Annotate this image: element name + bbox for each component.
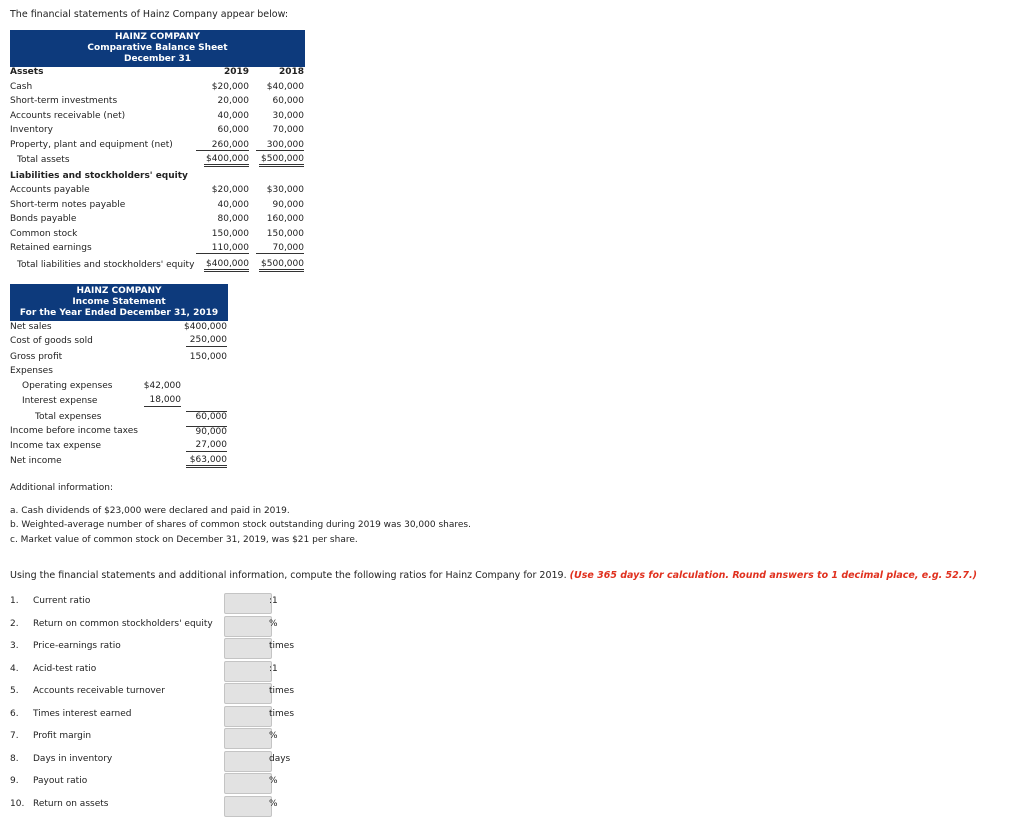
answer-input[interactable] [224,638,272,659]
question-number: 5. [10,686,19,696]
cogs-label: Cost of goods sold [10,336,93,346]
additional-item-a: a. Cash dividends of $23,000 were declared and paid in 2019. [10,506,290,516]
operating-expenses-label: Operating expenses [22,381,113,391]
liability-row-2019: 150,000 [211,229,249,239]
answer-unit: :1 [269,664,278,674]
answer-input[interactable] [224,593,272,614]
year-2018-header: 2018 [278,67,304,77]
is-period: For the Year Ended December 31, 2019 [19,308,219,318]
income-before-tax-value: 90,000 [186,426,227,437]
asset-row-2019: 20,000 [217,96,249,106]
liability-row-2019: $20,000 [211,185,249,195]
answer-input[interactable] [224,706,272,727]
assets-heading: Assets [10,67,44,77]
gross-profit-value: 150,000 [189,352,227,362]
year-2019-header: 2019 [223,67,249,77]
net-sales-value: $400,000 [184,322,227,332]
asset-row-label: Short-term investments [10,96,118,106]
liability-row-2019: 40,000 [217,200,249,210]
liability-row-2018: 90,000 [272,200,304,210]
answer-input[interactable] [224,751,272,772]
net-income-label: Net income [10,456,62,466]
answer-unit: days [269,754,291,764]
asset-row-label: Cash [10,82,33,92]
answer-input[interactable] [224,773,272,794]
question-label: Times interest earned [33,709,132,719]
income-before-tax-label: Income before income taxes [10,426,138,436]
answer-unit: % [269,619,278,629]
answer-unit: % [269,731,278,741]
asset-row-label: Accounts receivable (net) [10,111,126,121]
question-label: Profit margin [33,731,92,741]
is-statement-title: Income Statement [72,297,166,307]
income-statement-header [10,284,228,321]
question-number: 6. [10,709,19,719]
total-liab-label: Total liabilities and stockholders' equity [17,260,195,270]
asset-row-2018: 300,000 [256,140,304,151]
liability-row-2019: 80,000 [217,214,249,224]
question-label: Return on assets [33,799,109,809]
tax-expense-label: Income tax expense [10,441,102,451]
asset-row-2018: 30,000 [272,111,304,121]
question-label: Accounts receivable turnover [33,686,165,696]
bs-date: December 31 [123,54,192,64]
total-liab-2018: $500,000 [259,259,304,272]
additional-item-b: b. Weighted-average number of shares of common stock outstanding during 2019 was 30,000 shares. [10,520,471,530]
answer-input[interactable] [224,616,272,637]
instruction-text: Using the financial statements and additional information, compute the following ratios for Hainz Company for 2019. [10,570,567,581]
asset-row-2019: 260,000 [196,140,249,151]
liability-row-label: Bonds payable [10,214,77,224]
question-number: 9. [10,776,19,786]
liability-row-2018: 150,000 [266,229,304,239]
question-number: 3. [10,641,19,651]
net-sales-label: Net sales [10,322,52,332]
question-number: 2. [10,619,19,629]
question-label: Return on common stockholders' equity [33,619,213,629]
additional-item-c: c. Market value of common stock on December 31, 2019, was $21 per share. [10,535,358,545]
liability-row-label: Short-term notes payable [10,200,126,210]
total-liab-2019: $400,000 [204,259,249,272]
additional-heading: Additional information: [10,483,114,493]
question-label: Current ratio [33,596,91,606]
liability-row-label: Retained earnings [10,243,92,253]
total-assets-label: Total assets [17,155,70,165]
liability-row-label: Accounts payable [10,185,90,195]
liability-row-2018: 160,000 [266,214,304,224]
instruction-note: (Use 365 days for calculation. Round answers to 1 decimal place, e.g. 52.7.) [569,570,977,581]
interest-expense-label: Interest expense [22,396,98,406]
question-label: Acid-test ratio [33,664,97,674]
total-expenses-value: 60,000 [186,411,227,422]
asset-row-2019: 60,000 [217,125,249,135]
liabilities-heading: Liabilities and stockholders' equity [10,171,188,181]
liability-row-2018: $30,000 [266,185,304,195]
total-expenses-label: Total expenses [35,412,102,422]
asset-row-2018: $40,000 [266,82,304,92]
answer-unit: :1 [269,596,278,606]
question-label: Payout ratio [33,776,88,786]
question-number: 1. [10,596,19,606]
answer-input[interactable] [224,728,272,749]
asset-row-2019: 40,000 [217,111,249,121]
answer-unit: times [269,709,295,719]
answer-unit: times [269,641,295,651]
asset-row-2018: 60,000 [272,96,304,106]
question-label: Days in inventory [33,754,113,764]
total-assets-2019: $400,000 [204,154,249,167]
asset-row-label: Property, plant and equipment (net) [10,140,173,150]
answer-input[interactable] [224,661,272,682]
answer-input[interactable] [224,683,272,704]
asset-row-label: Inventory [10,125,53,135]
question-label: Price-earnings ratio [33,641,121,651]
bs-statement-title: Comparative Balance Sheet [87,43,228,53]
liability-row-2019: 110,000 [196,243,249,254]
bs-company-name: HAINZ COMPANY [114,32,201,42]
operating-expenses-value: $42,000 [143,381,181,391]
total-assets-2018: $500,000 [259,154,304,167]
expenses-heading: Expenses [10,366,53,376]
answer-unit: % [269,776,278,786]
is-company-name: HAINZ COMPANY [76,286,162,296]
question-number: 10. [10,799,25,809]
cogs-value: 250,000 [186,335,227,347]
answer-input[interactable] [224,796,272,817]
question-number: 8. [10,754,19,764]
question-number: 7. [10,731,19,741]
instruction [10,570,977,581]
answer-unit: times [269,686,295,696]
gross-profit-label: Gross profit [10,352,63,362]
balance-sheet-header [10,30,305,67]
asset-row-2019: $20,000 [211,82,249,92]
asset-row-2018: 70,000 [272,125,304,135]
answer-unit: % [269,799,278,809]
net-income-value: $63,000 [186,455,227,468]
question-number: 4. [10,664,19,674]
liability-row-label: Common stock [10,229,78,239]
interest-expense-value: 18,000 [144,395,181,407]
liability-row-2018: 70,000 [256,243,304,254]
intro-text: The financial statements of Hainz Company appear below: [10,9,289,20]
tax-expense-value: 27,000 [186,440,227,452]
